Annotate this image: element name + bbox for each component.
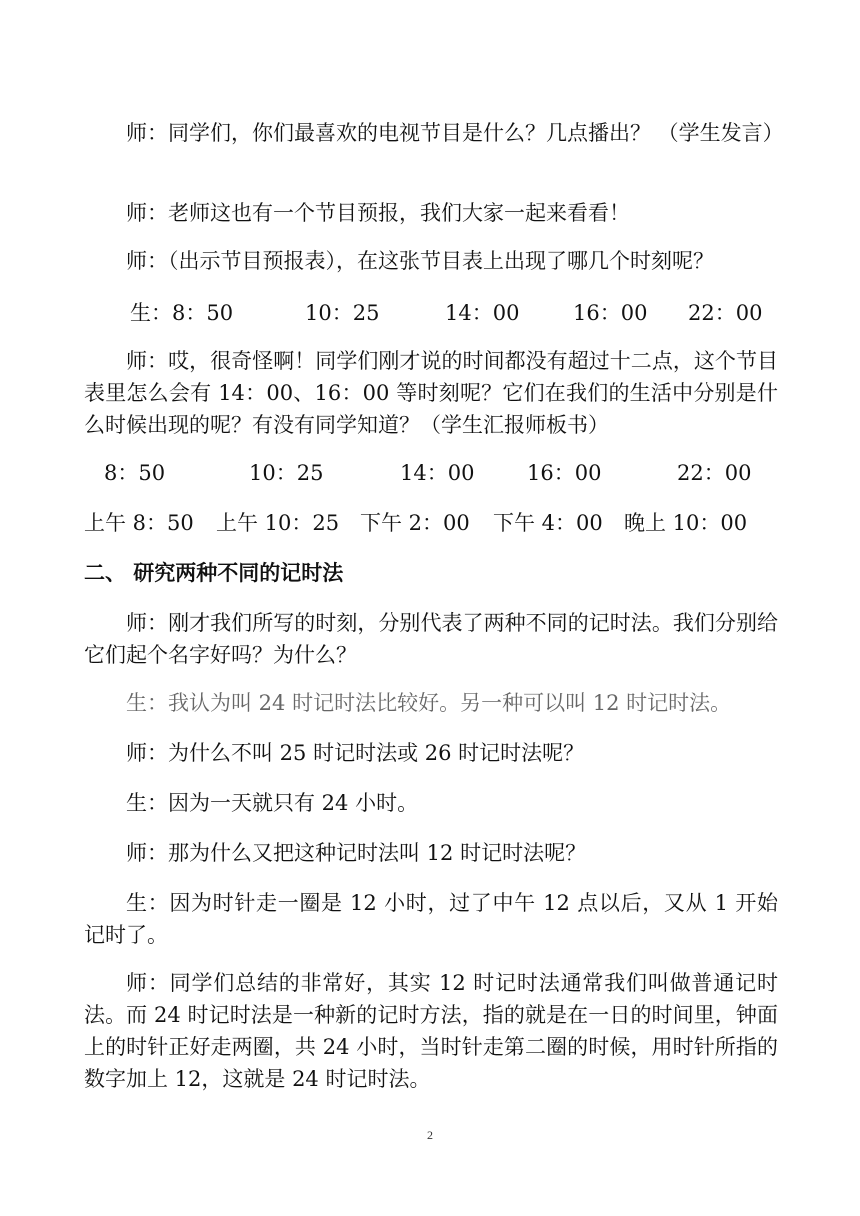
paragraph-student-12-hours: 生：因为时针走一圈是 12 小时，过了中午 12 点以后，又从 1 开始记时了。 [84, 891, 778, 947]
paragraph-student-naming: 生：我认为叫 24 时记时法比较好。另一种可以叫 12 时记时法。 [126, 691, 732, 715]
board-12h-time: 下午 2：00 [360, 511, 470, 535]
board-12h-time: 上午 10：25 [216, 511, 340, 535]
section-heading: 二、 研究两种不同的记时法 [84, 561, 344, 585]
student-time-4: 16：00 [573, 301, 648, 325]
paragraph-teacher-summary: 师：同学们总结的非常好，其实 12 时记时法通常我们叫做普通记时法。而 24 时记时法是一种新的记时方法，指的就是在一日的时间里，钟面上的时针正好走两圈，共 24 小时，当时针走第二圈的时候，用时针所指的数字加上 12，这就是 24 时记时法。 [84, 971, 778, 1091]
board-24h-time: 10：25 [249, 461, 324, 485]
board-24h-time: 16：00 [527, 461, 602, 485]
student-time-2: 10：25 [305, 301, 380, 325]
paragraph-teacher-naming: 师：刚才我们所写的时刻，分别代表了两种不同的记时法。我们分别给它们起个名字好吗？为什么？ [84, 611, 778, 667]
board-24h-time: 14：00 [400, 461, 475, 485]
paragraph-teacher-strange: 师：哎，很奇怪啊！同学们刚才说的时间都没有超过十二点，这个节目表里怎么会有 14：00、16：00 等时刻呢？它们在我们的生活中分别是什么时候出现的呢？有没有同学知道？（学生汇报师板书） [84, 349, 778, 437]
board-12h-time: 晚上 10：00 [624, 511, 748, 535]
paragraph-teacher-show-table: 师：（出示节目预报表），在这张节目表上出现了哪几个时刻呢？ [126, 249, 714, 273]
paragraph-teacher-question: 师：同学们，你们最喜欢的电视节目是什么？几点播出？ （学生发言） [126, 121, 784, 145]
student-time-5: 22：00 [688, 301, 763, 325]
board-24h-time: 8：50 [104, 461, 166, 485]
paragraph-teacher-why-not-25: 师：为什么不叫 25 时记时法或 26 时记时法呢？ [126, 741, 585, 765]
paragraph-student-24-hours: 生：因为一天就只有 24 小时。 [126, 791, 419, 815]
paragraph-teacher-why-12: 师：那为什么又把这种记时法叫 12 时记时法呢？ [126, 841, 587, 865]
student-time-3: 14：00 [445, 301, 520, 325]
board-12h-time: 下午 4：00 [493, 511, 603, 535]
board-12h-time: 上午 8：50 [84, 511, 194, 535]
page-number: 2 [427, 1128, 433, 1142]
board-24h-time: 22：00 [677, 461, 752, 485]
student-time-1: 生：8：50 [130, 301, 234, 325]
paragraph-teacher-preview: 师：老师这也有一个节目预报，我们大家一起来看看！ [126, 201, 630, 225]
